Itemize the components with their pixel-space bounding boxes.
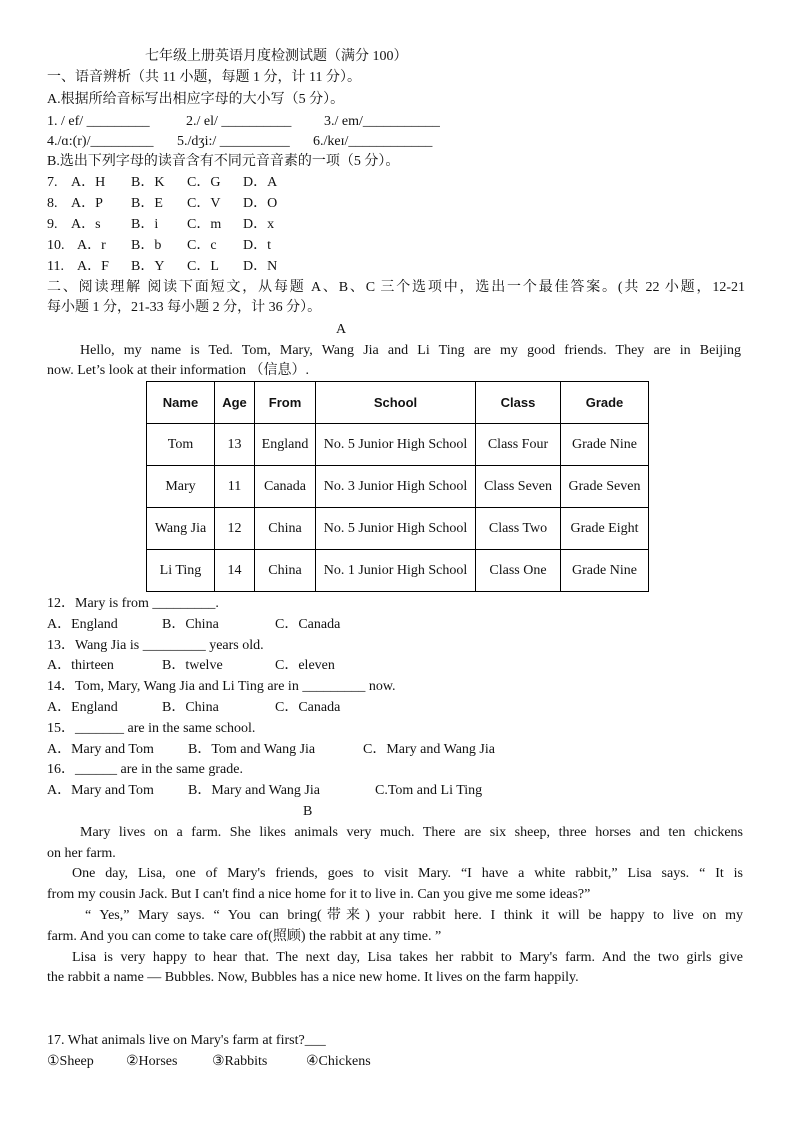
phonetic-item-5: 5./dʒi:/ __________ [177,134,290,149]
cell-grade: Grade Nine [561,550,649,592]
option-d: D．t [243,238,271,253]
cell-school: No. 5 Junior High School [316,508,476,550]
option-a: A．Mary and Tom [47,783,154,798]
passage-b-p2-line1: One day, Lisa, one of Mary's friends, goes to visit Mary. “I have a white rabbit,” Lisa says. “ It is [72,866,743,881]
cell-name: Li Ting [147,550,215,592]
question-12: 12．Mary is from _________. [47,596,219,611]
passage-b-p1-line1: Mary lives on a farm. She likes animals very much. There are six sheep, three horses and ten chickens [80,825,743,840]
option-b: B．i [131,217,159,232]
passage-a-line1: Hello, my name is Ted. Tom, Mary, Wang Jia and Li Ting are my good friends. They are in Beijing [80,343,741,358]
question-number: 7. [47,175,58,190]
header-school: School [316,382,476,424]
option-3: ③Rabbits [212,1054,268,1069]
option-b: B．Mary and Wang Jia [188,783,320,798]
option-2: ②Horses [126,1054,178,1069]
cell-from: China [255,550,316,592]
option-b: B．China [162,700,219,715]
option-c: C．m [187,217,222,232]
passage-b-p1-line2: on her farm. [47,846,116,861]
option-1: ①Sheep [47,1054,94,1069]
cell-name: Tom [147,424,215,466]
cell-grade: Grade Eight [561,508,649,550]
question-number: 9. [47,217,58,232]
cell-class: Class One [476,550,561,592]
option-4: ④Chickens [306,1054,371,1069]
option-a: A．England [47,700,118,715]
section-b-heading: B.选出下列字母的读音含有不同元音音素的一项（5 分）。 [47,154,400,169]
option-c: C．G [187,175,221,190]
part1-heading: 一、语音辨析（共 11 小题，每题 1 分，计 11 分）。 [47,70,361,85]
header-name: Name [147,382,215,424]
table-row [147,550,649,592]
cell-age: 12 [215,508,255,550]
cell-name: Wang Jia [147,508,215,550]
option-c: C.Tom and Li Ting [375,783,483,798]
passage-a-line2: now. Let’s look at their information （信息）. [47,363,309,378]
question-number: 8. [47,196,58,211]
option-c: C．Mary and Wang Jia [363,742,495,757]
passage-b-p3-line1: “ Yes,” Mary says. “ You can bring(带来) your rabbit here. I think it will be happy to live on my [85,908,743,923]
passage-b-p3-line2: farm. And you can come to take care of(照顾) the rabbit at any time. ” [47,929,442,944]
option-b: B．China [162,617,219,632]
table-row [147,466,649,508]
option-b: B．Y [131,259,165,274]
option-a: A．s [71,217,101,232]
cell-class: Class Two [476,508,561,550]
header-age: Age [215,382,255,424]
page-title: 七年级上册英语月度检测试题（满分 100） [145,49,408,64]
option-b: B．twelve [162,658,223,673]
option-a: A．F [77,259,109,274]
phonetic-item-1: 1. / ef/ _________ [47,114,150,129]
option-b: B．Tom and Wang Jia [188,742,316,757]
part2-heading-line2: 每小题 1 分，21-33 每小题 2 分，计 36 分）。 [47,300,322,315]
option-c: C．Canada [275,617,341,632]
option-c: C．c [187,238,217,253]
cell-school: No. 5 Junior High School [316,424,476,466]
part2-heading-line1: 二、阅读理解 阅读下面短文，从每题 A、B、C 三个选项中，选出一个最佳答案。(共 22 小题，12-21 [47,280,745,295]
question-14: 14．Tom, Mary, Wang Jia and Li Ting are in _________ now. [47,679,396,694]
option-d: D．x [243,217,275,232]
table-row [147,508,649,550]
cell-grade: Grade Seven [561,466,649,508]
passage-b-p4-line2: the rabbit a name — Bubbles. Now, Bubbles has a nice new home. It lives on the farm happily. [47,970,579,985]
cell-school: No. 1 Junior High School [316,550,476,592]
option-d: D．O [243,196,278,211]
option-b: B．b [131,238,162,253]
cell-age: 11 [215,466,255,508]
option-c: C．L [187,259,219,274]
cell-from: England [255,424,316,466]
option-a: A．thirteen [47,658,114,673]
option-c: C．eleven [275,658,335,673]
header-grade: Grade [561,382,649,424]
option-a: A．r [77,238,106,253]
phonetic-item-4: 4./ɑ:(r)/_________ [47,134,154,149]
option-d: D．A [243,175,278,190]
cell-class: Class Four [476,424,561,466]
header-class: Class [476,382,561,424]
question-17: 17. What animals live on Mary's farm at first?___ [47,1033,326,1048]
phonetic-item-3: 3./ em/___________ [324,114,440,129]
passage-b-p4-line1: Lisa is very happy to hear that. The next day, Lisa takes her rabbit to Mary's farm. And the two girls give [72,950,743,965]
cell-grade: Grade Nine [561,424,649,466]
option-d: D．N [243,259,278,274]
phonetic-item-6: 6./keɪ/____________ [313,134,433,149]
header-from: From [255,382,316,424]
info-table [146,381,649,592]
cell-school: No. 3 Junior High School [316,466,476,508]
option-a: A．H [71,175,106,190]
option-b: B．E [131,196,163,211]
option-a: A．England [47,617,118,632]
question-16: 16．______ are in the same grade. [47,762,243,777]
question-13: 13．Wang Jia is _________ years old. [47,638,264,653]
passage-a-label: A [336,322,347,337]
question-number: 11. [47,259,64,274]
question-number: 10. [47,238,65,253]
cell-age: 14 [215,550,255,592]
option-a: A．Mary and Tom [47,742,154,757]
cell-from: China [255,508,316,550]
option-c: C．Canada [275,700,341,715]
phonetic-item-2: 2./ el/ __________ [186,114,292,129]
cell-name: Mary [147,466,215,508]
cell-from: Canada [255,466,316,508]
passage-b-p2-line2: from my cousin Jack. But I can't find a nice home for it to live in. Can you give me some ideas?” [47,887,591,902]
table-header-row [147,382,649,424]
option-b: B．K [131,175,165,190]
cell-age: 13 [215,424,255,466]
option-c: C．V [187,196,221,211]
passage-b-label: B [303,804,313,819]
section-a-heading: A.根据所给音标写出相应字母的大小写（5 分）。 [47,92,345,107]
question-15: 15．_______ are in the same school. [47,721,256,736]
option-a: A．P [71,196,103,211]
cell-class: Class Seven [476,466,561,508]
table-row [147,424,649,466]
